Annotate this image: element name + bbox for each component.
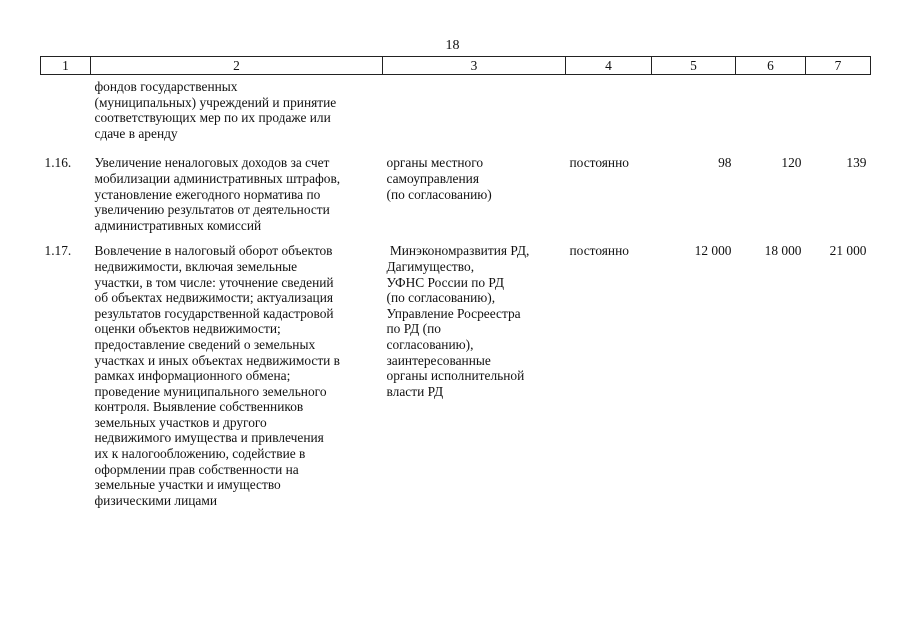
value-cell-5: 98 — [718, 155, 732, 171]
description-line: участки, в том числе: уточнение сведений — [94, 274, 334, 290]
page-number: 18 — [445, 38, 460, 53]
description-line: их к налогообложению, содействие в — [94, 446, 306, 462]
table-row — [41, 155, 871, 243]
description-line: результатов государственной кадастровой — [94, 305, 334, 321]
description-line: фондов государственных — [94, 79, 238, 94]
description-cell — [91, 243, 383, 508]
description-line: проведение муниципального земельного — [94, 383, 327, 399]
responsible-line: Минэкономразвития РД, — [386, 243, 530, 259]
header-row — [41, 57, 871, 75]
value-cell-7: 21 000 — [829, 243, 867, 259]
value-cell-7: 139 — [846, 155, 867, 171]
table-row — [41, 243, 871, 508]
description-line: недвижимости, включая земельные — [94, 258, 298, 274]
responsible-line: Управление Росреестра — [386, 305, 521, 321]
description-line: оценки объектов недвижимости; — [94, 321, 281, 337]
description-line: участках и иных объектах недвижимости в — [94, 352, 341, 368]
responsible-line: органы исполнительной — [386, 368, 525, 384]
responsible-line: (по согласованию) — [386, 186, 492, 202]
column-header-6: 6 — [736, 57, 806, 75]
responsible-line: самоуправления — [386, 170, 479, 186]
column-header-5: 5 — [652, 57, 736, 75]
term-cell: постоянно — [569, 243, 629, 259]
description-line: сдаче в аренду — [94, 125, 178, 141]
description-cell — [91, 75, 383, 156]
responsible-line: Дагимущество, — [386, 258, 475, 274]
description-line: увеличению результатов от деятельности — [94, 202, 330, 218]
description-line: земельных участков и другого — [94, 414, 267, 430]
table-row-continuation — [41, 75, 871, 156]
measures-table — [40, 56, 871, 508]
column-header-3: 3 — [383, 57, 566, 75]
description-line: предоставление сведений о земельных — [94, 336, 316, 352]
responsible-line: власти РД — [386, 383, 444, 399]
description-line: об объектах недвижимости; актуализация — [94, 290, 334, 306]
column-header-2: 2 — [91, 57, 383, 75]
column-header-4: 4 — [566, 57, 652, 75]
description-line: оформлении прав собственности на — [94, 461, 299, 477]
description-line: контроля. Выявление собственников — [94, 399, 304, 415]
description-line: земельные участки и имущество — [94, 477, 281, 493]
description-line: установление ежегодного норматива по — [94, 186, 321, 202]
row-number: 1.17. — [44, 243, 72, 259]
responsible-line: заинтересованные — [386, 352, 491, 368]
responsible-line: согласованию), — [386, 336, 474, 352]
value-cell-6: 18 000 — [764, 243, 802, 259]
description-line: рамках информационного обмена; — [94, 368, 291, 384]
responsible-line: (по согласованию), — [386, 290, 496, 306]
description-line: административных комиссий — [94, 217, 262, 233]
responsible-line: органы местного — [386, 155, 484, 171]
responsible-cell — [383, 243, 566, 508]
responsible-line: по РД (по — [386, 321, 441, 337]
term-cell: постоянно — [569, 155, 629, 171]
description-line: недвижимого имущества и привлечения — [94, 430, 324, 446]
value-cell-5: 12 000 — [694, 243, 732, 259]
row-number: 1.16. — [44, 155, 72, 171]
description-cell — [91, 155, 383, 243]
column-header-7: 7 — [806, 57, 871, 75]
description-line: физическими лицами — [94, 492, 218, 508]
responsible-line: УФНС России по РД — [386, 274, 505, 290]
description-line: соответствующих мер по их продаже или — [94, 110, 331, 126]
description-line: (муниципальных) учреждений и принятие — [94, 94, 337, 110]
description-line: Вовлечение в налоговый оборот объектов — [94, 243, 333, 259]
value-cell-6: 120 — [781, 155, 802, 171]
description-line: мобилизации административных штрафов, — [94, 170, 341, 186]
column-header-1: 1 — [41, 57, 91, 75]
responsible-cell — [383, 155, 566, 243]
description-line: Увеличение неналоговых доходов за счет — [94, 155, 330, 171]
